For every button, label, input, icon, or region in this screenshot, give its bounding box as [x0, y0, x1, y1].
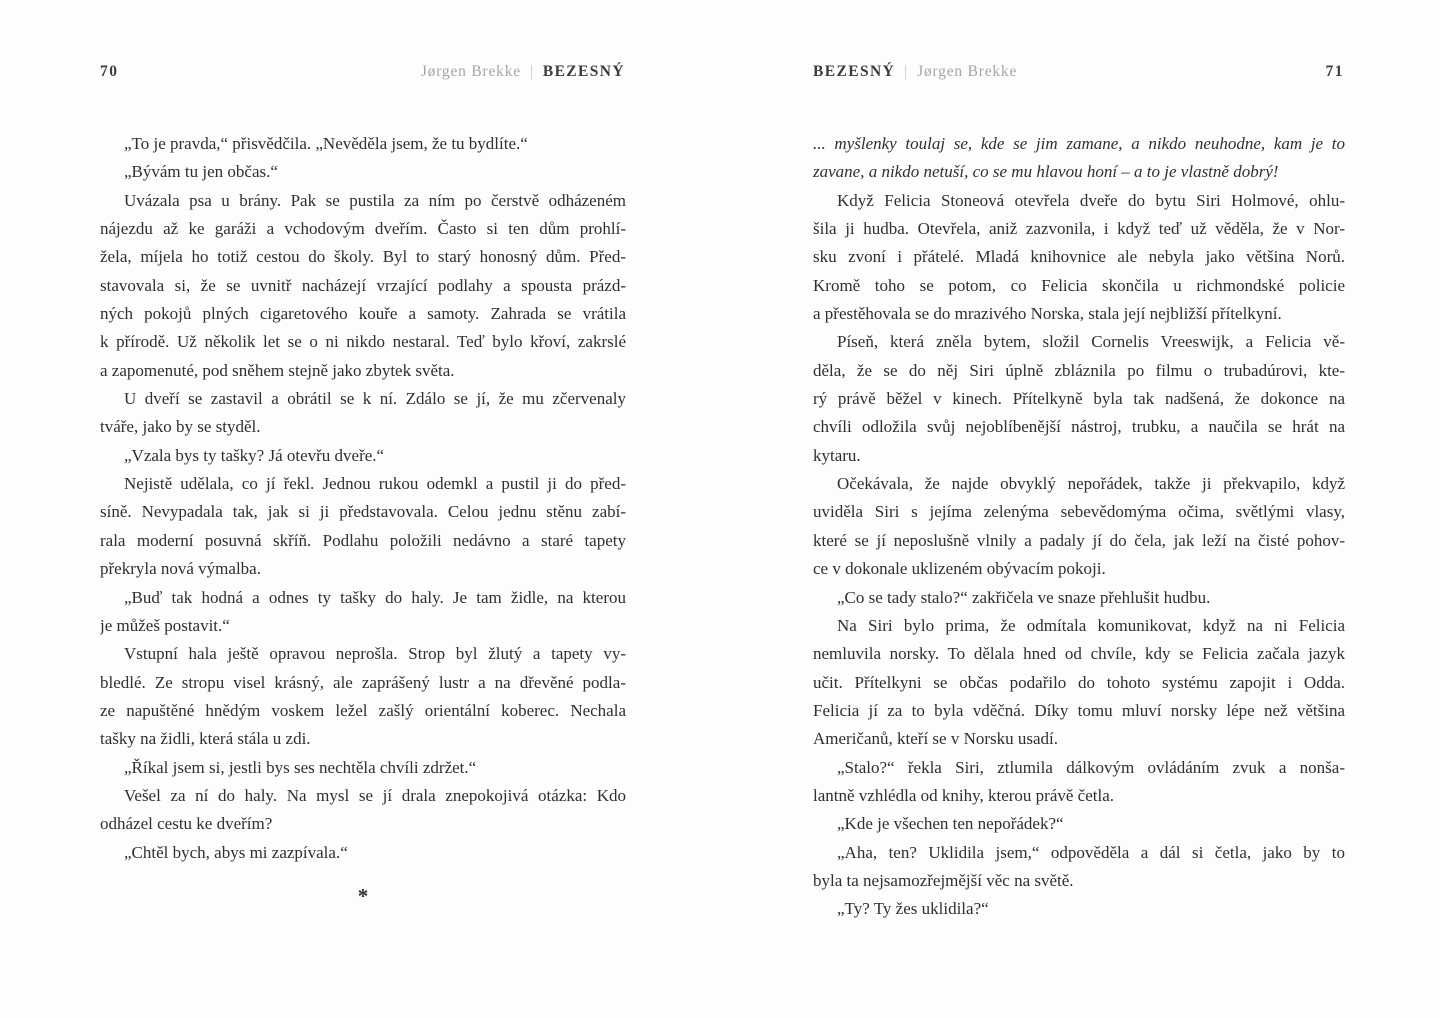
text-line: „Bývám tu jen občas.“	[124, 162, 278, 182]
right-page-number: 71	[1325, 63, 1344, 80]
text-line: zavane, a nikdo netuší, co se mu hlavou honí – a to je vlastně dobrý!	[813, 162, 1279, 182]
left-page-body	[100, 130, 626, 867]
text-line: Když Felicia Stoneová otevřela dveře do bytu Siri Holmové, ohlu-	[837, 190, 1345, 210]
text-line: „Vzala bys ty tašky? Já otevřu dveře.“	[124, 445, 385, 465]
text-line: a přestěhovala se do mrazivého Norska, stala její nejbližší přítelkyní.	[813, 304, 1282, 324]
body-paragraph	[100, 640, 626, 753]
text-line: ce v dokonale uklizeném obývacím pokoji.	[813, 559, 1106, 579]
text-line: byla ta nejsamozřejmější věc na světě.	[813, 870, 1074, 890]
body-paragraph	[813, 328, 1345, 470]
text-line: Očekávala, že najde obvyklý nepořádek, takže ji překvapilo, když	[837, 474, 1345, 494]
text-line: „Říkal jsem si, jestli bys ses nechtěla chvíli zdržet.“	[124, 757, 477, 777]
text-line: Uvázala psa u brány. Pak se pustila za ním po čerstvě odházeném	[124, 190, 626, 210]
text-line: kytaru.	[813, 445, 861, 465]
running-head-author: Jørgen Brekke	[917, 63, 1018, 80]
text-line: tašky na židli, která stála u zdi.	[100, 729, 311, 749]
body-paragraph	[813, 895, 1345, 923]
text-line: překryla nová výmalba.	[100, 559, 261, 579]
text-line: „Kde je všechen ten nepořádek?“	[837, 814, 1064, 834]
text-line: žela, míjela ho totiž cestou do školy. Byl to starý honosný dům. Před-	[100, 247, 626, 267]
body-paragraph	[100, 470, 626, 583]
right-page-body	[813, 130, 1345, 924]
running-head-title: BEZESNÝ	[542, 63, 625, 80]
text-line: „To je pravda,“ přisvědčila. „Nevěděla jsem, že tu bydlíte.“	[124, 134, 528, 153]
text-line: děla, že se do něj Siri úplně zbláznila po filmu o trubadúrovi, kte-	[813, 360, 1345, 380]
body-paragraph	[100, 158, 626, 186]
running-head-author: Jørgen Brekke	[420, 63, 521, 80]
text-line: je můžeš postavit.“	[100, 615, 230, 635]
running-head-separator: |	[529, 63, 534, 80]
running-head-title: BEZESNÝ	[813, 63, 896, 80]
text-line: „Chtěl bych, abys mi zazpívala.“	[124, 842, 348, 862]
body-paragraph	[813, 839, 1345, 896]
running-head-separator: |	[904, 63, 909, 80]
text-line: „Aha, ten? Uklidila jsem,“ odpověděla a dál si četla, jako by to	[837, 842, 1345, 862]
left-running-head	[421, 63, 625, 83]
body-paragraph	[100, 130, 626, 158]
body-paragraph	[813, 187, 1345, 329]
body-paragraph	[100, 385, 626, 442]
text-line: stavovala si, že se uvnitř nacházejí vrzající podlahy a spousta prázd-	[100, 275, 626, 295]
text-line: k přírodě. Už několik let se o ni nikdo nestaral. Teď bylo křoví, zakrslé	[100, 332, 626, 352]
text-line: „Stalo?“ řekla Siri, ztlumila dálkovým ovládáním zvuk a nonša-	[837, 757, 1345, 777]
text-line: lantně vzhlédla od knihy, kterou právě četla.	[813, 785, 1115, 805]
section-break-asterisk: *	[357, 884, 369, 908]
text-line: šila ji hudba. Otevřela, aniž zazvonila, i když teď už věděla, že v Nor-	[813, 219, 1345, 239]
body-paragraph	[100, 839, 626, 867]
body-paragraph	[813, 584, 1345, 612]
body-paragraph	[813, 470, 1345, 583]
text-line: Američanů, kteří se v Norsku usadí.	[813, 729, 1059, 749]
text-line: ných pokojů plných cigaretového kouře a samoty. Zahrada se vrátila	[100, 304, 626, 324]
text-line: které se jí neposlušně vlnily a padaly jí do čela, jak leží na čisté pohov-	[813, 530, 1345, 550]
text-line: Felicia jí za to byla vděčná. Díky tomu mluví norsky lépe než většina	[813, 700, 1345, 720]
text-line: Nejistě udělala, co jí řekl. Jednou rukou odemkl a pustil ji do před-	[124, 474, 626, 494]
text-line: tváře, jako by se styděl.	[100, 417, 261, 437]
text-line: rý právě běžel v kinech. Přítelkyně byla tak nadšená, že dokonce na	[813, 389, 1345, 409]
text-line: „Ty? Ty žes uklidila?“	[837, 899, 989, 919]
right-running-head	[813, 63, 1017, 83]
epigraph-paragraph	[813, 130, 1345, 187]
text-line: ze napuštěné hnědým voskem ležel zašlý orientální koberec. Nechala	[100, 700, 626, 720]
left-page-number: 70	[100, 63, 119, 80]
text-line: bledlé. Ze stropu visel krásný, ale zaprášený lustr a na dřevěné podla-	[100, 672, 626, 692]
text-line: nájezdu až ke garáži a vchodovým dveřím. Často si ten dům prohlí-	[100, 219, 626, 239]
text-line: U dveří se zastavil a obrátil se k ní. Zdálo se jí, že mu zčervenaly	[124, 389, 626, 409]
text-line: rala moderní posuvná skříň. Podlahu položili nedávno a staré tapety	[100, 530, 626, 550]
body-paragraph	[100, 754, 626, 782]
text-line: učit. Přítelkyni se občas podařilo do tohoto systému zapojit i Odda.	[813, 672, 1345, 692]
body-paragraph	[100, 782, 626, 839]
text-line: ... myšlenky toulaj se, kde se jim zamane, a nikdo neuhodne, kam je to	[813, 134, 1345, 153]
text-line: nemluvila norsky. To dělala hned od chvíle, kdy se Felicia začala jazyk	[813, 644, 1345, 664]
text-line: „Co se tady stalo?“ zakřičela ve snaze přehlušit hudbu.	[837, 587, 1211, 607]
body-paragraph	[100, 442, 626, 470]
body-paragraph	[100, 187, 626, 385]
text-line: uviděla Siri s jejíma zelenýma sebevědomýma očima, světlými vlasy,	[813, 502, 1345, 522]
text-line: Vstupní hala ještě opravou neprošla. Strop byl žlutý a tapety vy-	[124, 644, 626, 664]
text-line: chvíli odložila svůj nejoblíbenější nástroj, trubku, a naučila se hrát na	[813, 417, 1345, 437]
text-line: Vešel za ní do haly. Na mysl se jí drala znepokojivá otázka: Kdo	[124, 785, 626, 805]
text-line: a zapomenuté, pod sněhem stejně jako zbytek světa.	[100, 360, 455, 380]
text-line: sku zvoní i přátelé. Mladá knihovnice ale nebyla jako většina Norů.	[813, 247, 1345, 267]
body-paragraph	[100, 584, 626, 641]
text-line: Píseň, která zněla bytem, složil Cornelis Vreeswijk, a Felicia vě-	[837, 332, 1345, 352]
body-paragraph	[813, 810, 1345, 838]
text-line: Na Siri bylo prima, že odmítala komunikovat, když na ni Felicia	[837, 615, 1345, 635]
body-paragraph	[813, 612, 1345, 754]
text-line: „Buď tak hodná a odnes ty tašky do haly. Je tam židle, na kterou	[124, 587, 626, 607]
text-line: Kromě toho se potom, co Felicia skončila u richmondské policie	[813, 275, 1345, 295]
body-paragraph	[813, 754, 1345, 811]
text-line: odházel cestu ke dveřím?	[100, 814, 273, 834]
text-line: síně. Nevypadala tak, jak si ji představovala. Celou jednu stěnu zabí-	[100, 502, 626, 522]
